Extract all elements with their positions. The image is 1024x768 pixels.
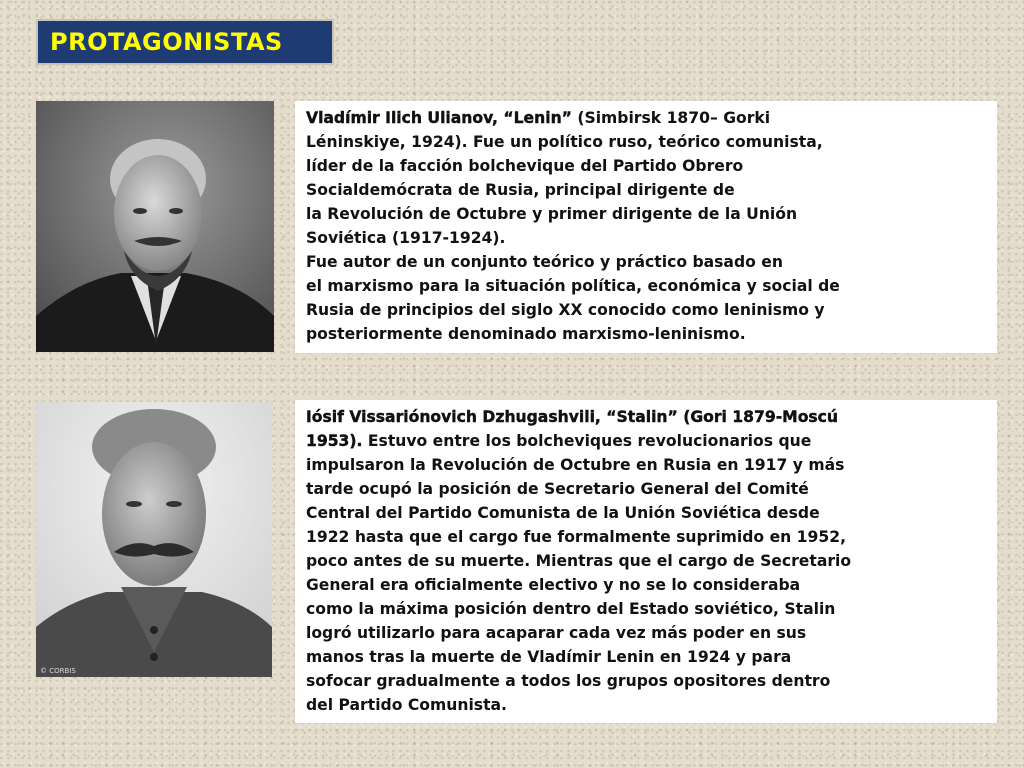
page-title: PROTAGONISTAS: [50, 28, 283, 56]
stalin-bio-line: Central del Partido Comunista de la Unión Soviética desde: [306, 504, 820, 522]
stalin-name-line: Iósif Vissariónovich Dzhugashvili, “Stalin” (Gori 1879-Moscú: [306, 408, 839, 426]
stalin-bio-line: como la máxima posición dentro del Estado soviético, Stalin: [306, 600, 836, 618]
stalin-bio-line: manos tras la muerte de Vladímir Lenin en 1924 y para: [306, 648, 792, 666]
stalin-bio-line: tarde ocupó la posición de Secretario General del Comité: [306, 480, 809, 498]
stalin-bio-line: sofocar gradualmente a todos los grupos opositores dentro: [306, 672, 831, 690]
stalin-bio-line: impulsaron la Revolución de Octubre en Rusia en 1917 y más: [306, 456, 845, 474]
lenin-portrait: [36, 101, 274, 352]
lenin-bio-line: Rusia de principios del siglo XX conocido como leninismo y: [306, 301, 825, 319]
lenin-bio-line: líder de la facción bolchevique del Partido Obrero: [306, 157, 744, 175]
stalin-photo-graphic: [36, 402, 272, 677]
lenin-bio-line: Fue autor de un conjunto teórico y práctico basado en: [306, 253, 783, 271]
stalin-dates: 1953).: [306, 432, 363, 450]
lenin-bio-panel: [295, 101, 997, 353]
lenin-name: Vladímir Ilich Ulianov, “Lenin”: [306, 109, 572, 127]
stalin-bio-line: 1922 hasta que el cargo fue formalmente suprimido en 1952,: [306, 528, 847, 546]
photo-copyright: © CORBIS: [40, 667, 76, 675]
lenin-bio-line: Vladímir Ilich Ulianov, “Lenin” (Simbirsk 1870– Gorki: [306, 109, 771, 127]
lenin-bio-line: Soviética (1917-1924).: [306, 229, 506, 247]
stalin-bio-line: del Partido Comunista.: [306, 696, 507, 714]
title-banner: [36, 19, 334, 65]
stalin-bio-line: logró utilizarlo para acaparar cada vez más poder en sus: [306, 624, 807, 642]
lenin-bio-line: el marxismo para la situación política, económica y social de: [306, 277, 840, 295]
stalin-portrait: [36, 402, 272, 677]
lenin-bio-line: Socialdemócrata de Rusia, principal dirigente de: [306, 181, 735, 199]
stalin-bio-line: 1953). Estuvo entre los bolcheviques revolucionarios que: [306, 432, 812, 450]
lenin-bio-line: Léninskiye, 1924). Fue un político ruso, teórico comunista,: [306, 133, 823, 151]
lenin-bio-line: posteriormente denominado marxismo-leninismo.: [306, 325, 746, 343]
stalin-bio-line: poco antes de su muerte. Mientras que el cargo de Secretario: [306, 552, 852, 570]
lenin-photo-graphic: [36, 101, 274, 352]
stalin-bio-panel: [295, 400, 997, 723]
lenin-bio-line: la Revolución de Octubre y primer dirigente de la Unión: [306, 205, 798, 223]
stalin-bio-line: General era oficialmente electivo y no se lo consideraba: [306, 576, 801, 594]
